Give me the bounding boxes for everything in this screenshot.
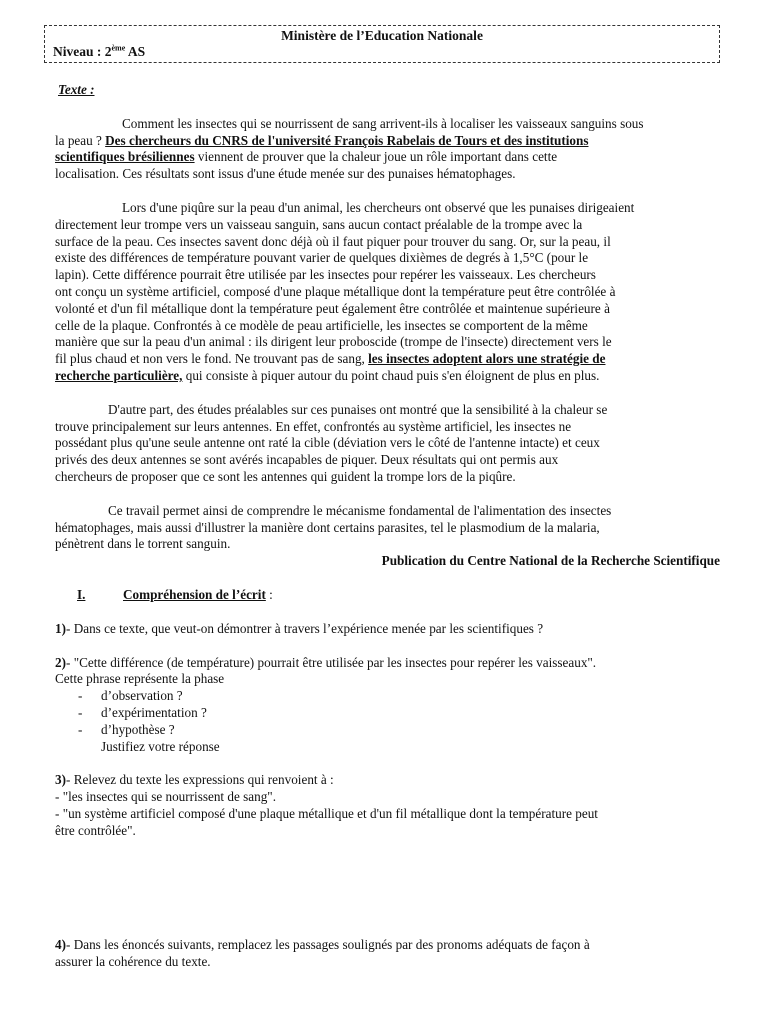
source-citation: Publication du Centre National de la Recherche Scientifique <box>381 553 720 569</box>
p2-line: recherche particulière, qui consiste à piquer autour du point chaud puis s'en éloignent de plus en plus. <box>55 367 600 383</box>
option-item: - d’observation ? <box>78 688 183 704</box>
level-label: Niveau : 2ème AS <box>53 43 146 59</box>
p2-line: Lors d'une piqûre sur la peau d'un animal, les chercheurs ont observé que les punaises dirigeaient <box>122 199 635 215</box>
p2-line: volonté et d'un fil métallique dont la température peut également être contrôlée et maintenue supérieure à <box>55 300 610 316</box>
option-item: - d’expérimentation ? <box>78 704 207 720</box>
p3-line: possédant plus qu'une seule antenne ont raté la cible (déviation vers le côté de l'antenne intacte) et ceux <box>55 435 600 451</box>
justify-instruction: Justifiez votre réponse <box>101 738 220 754</box>
p4-line: pénètrent dans le torrent sanguin. <box>55 536 231 552</box>
header-box <box>44 25 720 63</box>
p4-line: hématophages, mais aussi d'illustrer la manière dont certains parasites, tel le plasmodium de la malaria, <box>55 519 600 535</box>
p3-line: trouve principalement sur leurs antennes. En effet, confrontés au système artificiel, les insectes ne <box>55 418 572 434</box>
question-1: 1)- Dans ce texte, que veut-on démontrer à travers l’expérience menée par les scientifiques ? <box>55 620 544 636</box>
question-2-line: Cette phrase représente la phase <box>55 671 225 687</box>
p2-line: existe des différences de température pouvant varier de quelques dixièmes de degrés à 1,5°C (pour le <box>55 250 589 266</box>
text-label: Texte : <box>58 82 95 97</box>
p3-line: chercheurs de proposer que ce sont les antennes qui guident la trompe lors de la piqûre. <box>55 468 516 484</box>
p2-line: celle de la plaque. Confrontés à ce modèle de peau artificielle, les insectes se comportent de la même <box>55 317 588 333</box>
p2-line: lapin). Cette différence pourrait être utilisée par les insectes pour repérer les vaisseaux. Les chercheurs <box>55 267 596 283</box>
question-3-item: être contrôlée". <box>55 822 136 838</box>
p1-line: localisation. Ces résultats sont issus d'une étude menée sur des punaises hématophages. <box>55 166 516 182</box>
p2-line: ont conçu un système artificiel, composé d'une plaque métallique dont la température peut être contrôlée à <box>55 283 616 299</box>
p2-line: surface de la peau. Ces insectes savent donc déjà où il faut piquer pour trouver du sang. Or, sur la peau, il <box>55 233 611 249</box>
question-4-line: assurer la cohérence du texte. <box>55 954 211 970</box>
p4-line: Ce travail permet ainsi de comprendre le mécanisme fondamental de l'alimentation des insectes <box>108 502 612 518</box>
option-item: - d’hypothèse ? <box>78 721 175 737</box>
p2-line: manière que sur la peau d'un animal : ils dirigent leur proboscide (trompe de l'insecte) directement vers le <box>55 334 612 350</box>
question-3-item: - "un système artificiel composé d'une plaque métallique et d'un fil métallique dont la température peut <box>55 805 598 821</box>
document-body <box>55 78 720 971</box>
question-3-item: - "les insectes qui se nourrissent de sang". <box>55 789 276 805</box>
p1-line: scientifiques brésiliennes viennent de prouver que la chaleur joue un rôle important dans cette <box>55 149 558 165</box>
p3-line: D'autre part, des études préalables sur ces punaises ont montré que la sensibilité à la chaleur se <box>108 401 608 417</box>
question-3: 3)- Relevez du texte les expressions qui renvoient à : <box>55 772 334 788</box>
section-heading: I. Compréhension de l’écrit : <box>77 586 273 602</box>
p2-line: fil plus chaud et non vers le fond. Ne trouvant pas de sang, les insectes adoptent alors une stratégie de <box>55 351 606 367</box>
ministry-title: Ministère de l’Education Nationale <box>281 28 483 43</box>
p2-line: directement leur trompe vers un vaisseau sanguin, sans aucun contact préalable de la trompe avec la <box>55 216 583 232</box>
question-4: 4)- Dans les énoncés suivants, remplacez les passages soulignés par des pronoms adéquats de façon à <box>55 937 590 953</box>
p3-line: privés des deux antennes se sont avérés incapables de piquer. Deux résultats qui ont permis aux <box>55 452 559 468</box>
p1-line: Comment les insectes qui se nourrissent de sang arrivent-ils à localiser les vaisseaux sanguins sous <box>122 115 644 131</box>
p1-line: la peau ? Des chercheurs du CNRS de l'université François Rabelais de Tours et des institutions <box>55 132 589 148</box>
question-2: 2)- "Cette différence (de température) pourrait être utilisée par les insectes pour repérer les vaisseaux". <box>55 654 597 670</box>
